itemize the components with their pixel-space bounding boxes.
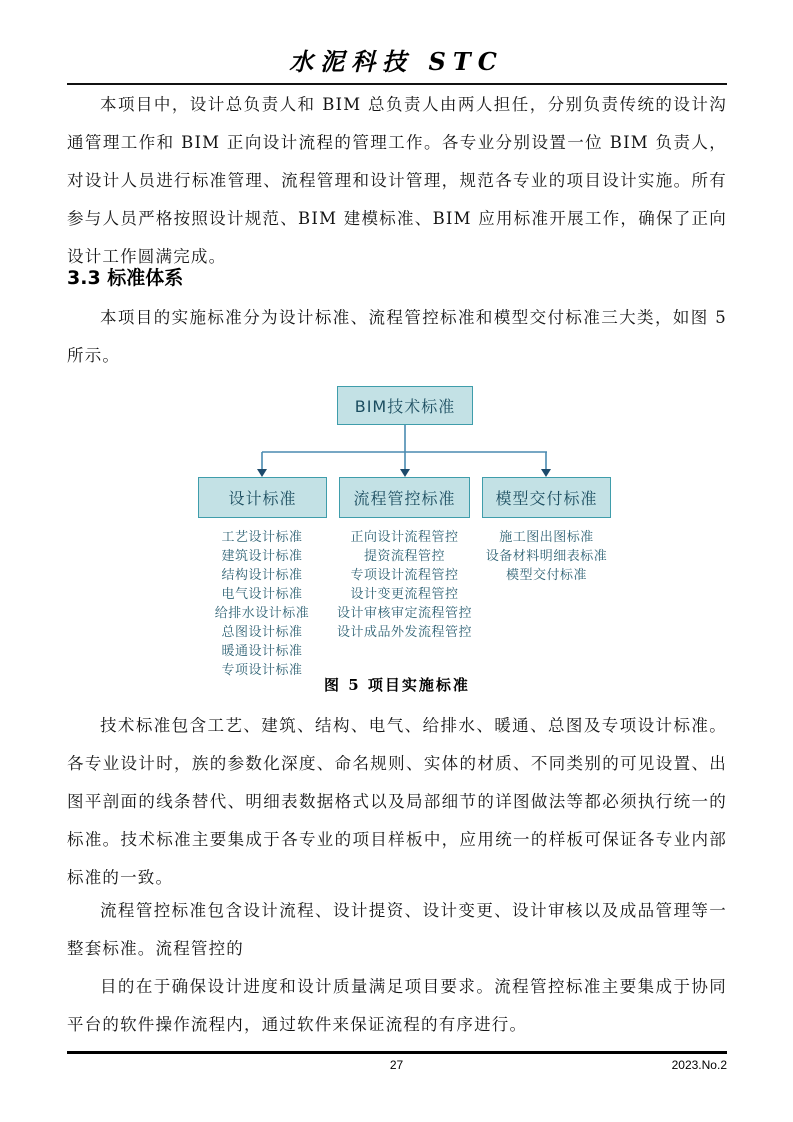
diagram-branch-design-standards: 设计标准 — [198, 477, 327, 518]
paragraph-technical-standards: 技术标准包含工艺、建筑、结构、电气、给排水、暖通、总图及专项设计标准。各专业设计时，族的参数化深度、命名规则、实体的材质、不同类别的可见设置、出图平剖面的线条替代、明细表数据格式以及局部细节的详图做法等都必须执行统一的标准。技术标准主要集成于各专业的项目样板中，应用统一的样板可保证各专业内部标准的一致。 — [67, 716, 727, 887]
paragraph-standards-intro: 本项目的实施标准分为设计标准、流程管控标准和模型交付标准三大类，如图 5 所示。 — [67, 308, 727, 365]
issue-label: 2023.No.2 — [671, 1058, 727, 1072]
diagram-list-item: 提资流程管控 — [363, 549, 445, 564]
diagram-list-item: 设备材料明细表标准 — [485, 549, 608, 564]
diagram-list-model-delivery-standards — [431, 528, 662, 585]
diagram-list-item: 总图设计标准 — [221, 625, 303, 640]
diagram-list-item: 正向设计流程管控 — [350, 530, 459, 545]
diagram-list-item: 暖通设计标准 — [221, 644, 303, 659]
journal-title: 水泥科技 STC — [289, 47, 504, 76]
diagram-list-item: 电气设计标准 — [221, 587, 303, 602]
diagram-branch-process-control-standards: 流程管控标准 — [339, 477, 470, 518]
section-heading-3-3: 3.3 标准体系 — [67, 267, 184, 289]
paragraph-process-purpose: 目的在于确保设计进度和设计质量满足项目要求。流程管控标准主要集成于协同平台的软件操作流程内，通过软件来保证流程的有序进行。 — [67, 977, 727, 1034]
diagram-list-item: 给排水设计标准 — [214, 606, 310, 621]
diagram-list-item: 结构设计标准 — [221, 568, 303, 583]
diagram-list-item: 建筑设计标准 — [221, 549, 303, 564]
arrow-down-icon — [400, 469, 410, 477]
paragraph-project-roles: 本项目中，设计总负责人和 BIM 总负责人由两人担任，分别负责传统的设计沟通管理工作和 BIM 正向设计流程的管理工作。各专业分别设置一位 BIM 负责人，对设计人员进行标准管理、流程管理和设计管理，规范各专业的项目设计实施。所有参与人员严格按照设计规范、BIM 建模标准、BIM 应用标准开展工作，确保了正向设计工作圆满完成。 — [67, 95, 727, 266]
figure-caption: 图 5 项目实施标准 — [324, 676, 470, 694]
diagram-list-item: 工艺设计标准 — [221, 530, 303, 545]
diagram-list-item: 施工图出图标准 — [499, 530, 594, 545]
diagram-branch-model-delivery-standards: 模型交付标准 — [482, 477, 611, 518]
arrow-down-icon — [257, 469, 267, 477]
diagram-list-item: 设计成品外发流程管控 — [336, 625, 472, 640]
diagram-list-item: 设计变更流程管控 — [350, 587, 459, 602]
page-number: 27 — [389, 1058, 404, 1072]
figure-standards-diagram — [67, 380, 727, 678]
diagram-root-node: BIM技术标准 — [337, 386, 473, 425]
paragraph-process-standards: 流程管控标准包含设计流程、设计提资、设计变更、设计审核以及成品管理等一整套标准。流程管控的 — [67, 901, 727, 958]
diagram-list-item: 专项设计标准 — [221, 663, 303, 678]
diagram-list-item: 设计审核审定流程管控 — [336, 606, 472, 621]
arrow-down-icon — [541, 469, 551, 477]
header-rule — [67, 83, 727, 85]
diagram-list-item: 模型交付标准 — [505, 568, 587, 583]
footer-rule — [67, 1051, 727, 1054]
diagram-list-item: 专项设计流程管控 — [350, 568, 459, 583]
